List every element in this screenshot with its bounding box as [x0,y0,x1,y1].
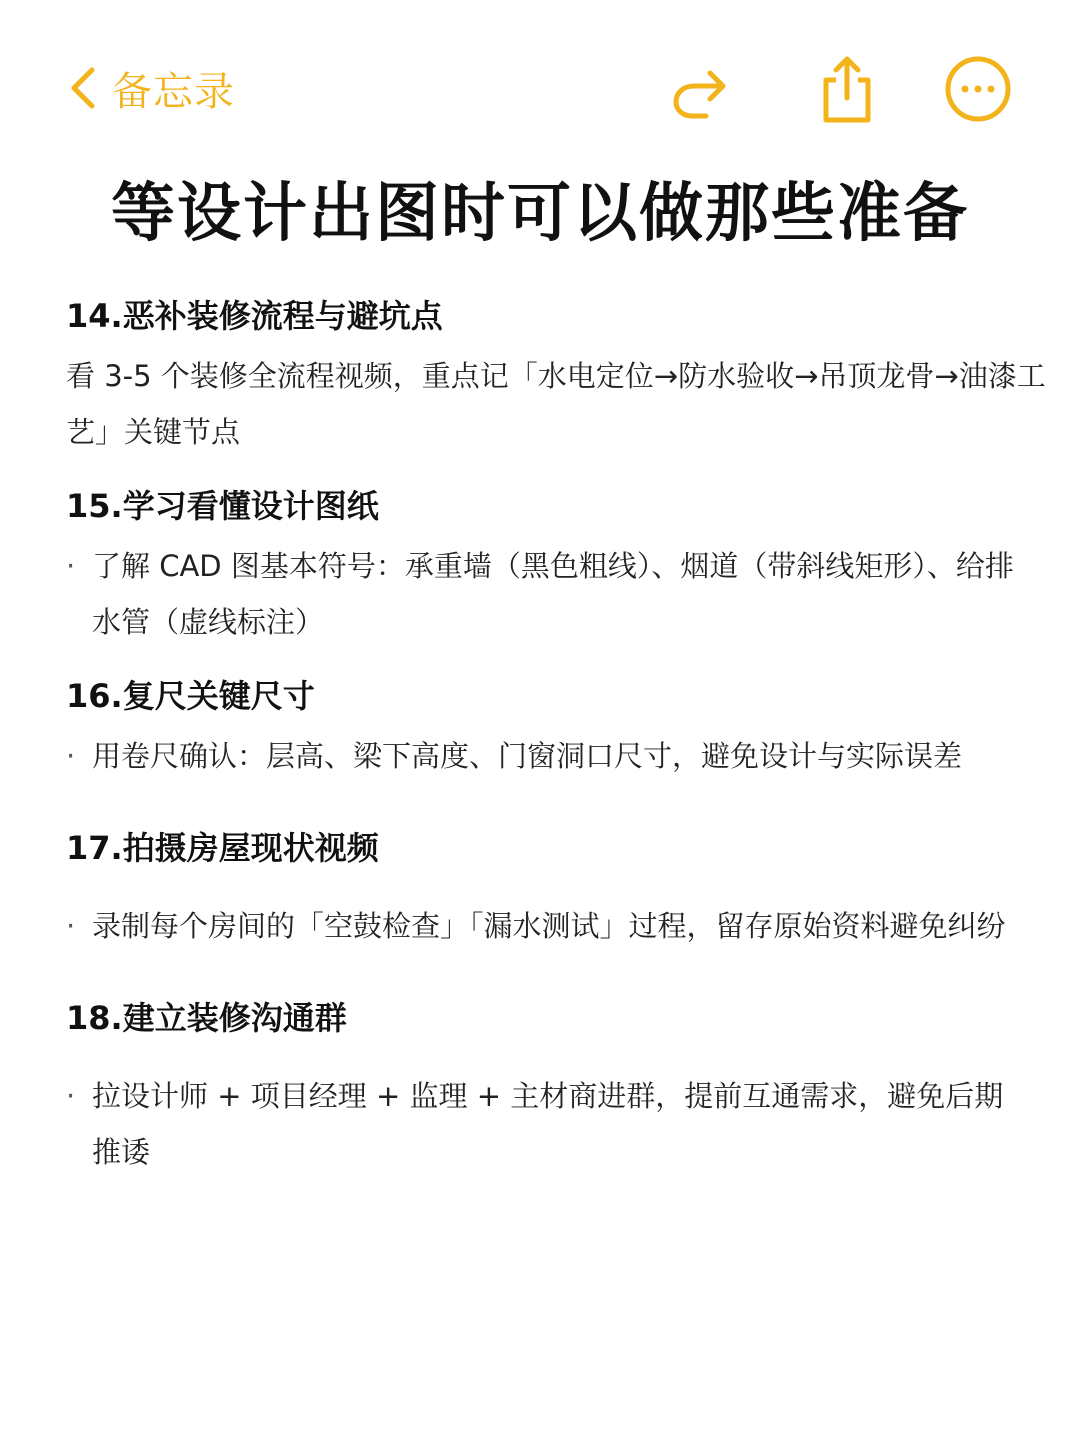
more-icon [943,54,1013,124]
bullet-item [66,538,1056,650]
section-heading: 14.恶补装修流程与避坑点 [66,297,443,335]
bullet-dot: · [66,1079,76,1113]
section-18 [66,990,1056,1180]
bullet-dot: · [66,549,76,583]
bullet-item [66,728,1056,784]
redo-button[interactable] [666,54,736,124]
redo-icon [666,54,736,124]
note-title: 等设计出图时可以做那些准备 [111,177,969,251]
section-16 [66,668,1056,784]
bullet-text: 用卷尺确认：层高、梁下高度、门窗洞口尺寸，避免设计与实际误差 [92,739,963,773]
back-button[interactable] [66,60,235,116]
section-text: 看 3-5 个装修全流程视频，重点记「水电定位→防水验收→吊顶龙骨→油漆工艺」关键节点 [66,359,1046,449]
more-button[interactable] [943,54,1013,124]
bullet-item [66,1068,1056,1180]
section-14 [66,288,1056,460]
note-body[interactable] [66,288,1056,1198]
section-heading: 17.拍摄房屋现状视频 [66,829,379,867]
chevron-left-icon [66,64,100,112]
section-heading: 16.复尺关键尺寸 [66,677,315,715]
navigation-bar [0,0,1080,170]
share-icon [812,54,882,124]
bullet-text: 拉设计师 + 项目经理 + 监理 + 主材商进群，提前互通需求，避免后期推诿 [92,1079,1004,1169]
section-heading: 18.建立装修沟通群 [66,999,347,1037]
bullet-text: 了解 CAD 图基本符号：承重墙（黑色粗线）、烟道（带斜线矩形）、给排水管（虚线标注） [92,549,1014,639]
bullet-dot: · [66,909,76,943]
bullet-item [66,898,1056,954]
bullet-text: 录制每个房间的「空鼓检查」「漏水测试」过程，留存原始资料避免纠纷 [92,909,1006,943]
bullet-dot: · [66,739,76,773]
section-15 [66,478,1056,650]
back-label: 备忘录 [112,68,235,115]
section-heading: 15.学习看懂设计图纸 [66,487,379,525]
section-17 [66,820,1056,954]
share-button[interactable] [812,54,882,124]
